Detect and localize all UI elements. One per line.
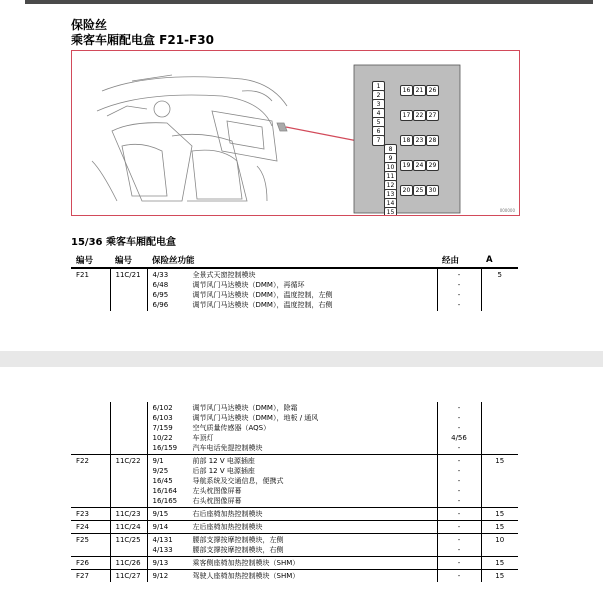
cell-function (147, 570, 437, 583)
cell-fuse-code: 11C/23 (110, 508, 147, 521)
page-subtitle: 乘客车厢配电盒 F21-F30 (71, 33, 214, 47)
col-header-code: 编号 (110, 253, 147, 268)
fuse-slot-9: 9 (384, 153, 397, 164)
function-line: 4/133 腰部支撑按摩控制模块，右侧 (152, 546, 284, 554)
fuse-slot-3: 3 (372, 99, 385, 110)
fuse-table-page1 (71, 253, 518, 311)
fuse-slot-18: 18 (400, 135, 413, 146)
function-line: 6/102 调节风门马达模块（DMM），除霜 (152, 404, 298, 412)
fuse-slot-14: 14 (384, 198, 397, 209)
cell-via: - - - - - (437, 455, 481, 508)
fuse-slot-28: 28 (426, 135, 439, 146)
cell-fuse-no (71, 402, 110, 455)
function-line: 6/95 调节风门马达模块（DMM），温度控制，左侧 (152, 291, 333, 299)
col-header-function: 保险丝功能 (147, 253, 437, 268)
cell-fuse-code: 11C/21 (110, 268, 147, 311)
col-header-no: 编号 (71, 253, 110, 268)
section-title: 15/36 乘客车厢配电盒 (71, 237, 176, 248)
table-row (71, 557, 518, 570)
fuse-slot-6: 6 (372, 126, 385, 137)
cell-via: - - - - (437, 268, 481, 311)
function-line: 16/165 右头枕图像屏幕 (152, 497, 242, 505)
fuse-slot-26: 26 (426, 85, 439, 96)
cell-via: - (437, 570, 481, 583)
fuse-slot-11: 11 (384, 171, 397, 182)
cell-fuse-no: F23 (71, 508, 110, 521)
cell-fuse-no: F24 (71, 521, 110, 534)
cell-amp: 10 (481, 534, 518, 557)
fuse-table-page2 (71, 402, 518, 582)
fuse-slot-29: 29 (426, 160, 439, 171)
cell-amp: 5 (481, 268, 518, 311)
function-line: 16/159 汽车电话免提控制模块 (152, 444, 263, 452)
fuse-slot-16: 16 (400, 85, 413, 96)
function-line: 4/131 腰部支撑按摩控制模块，左侧 (152, 536, 284, 544)
cell-amp: 15 (481, 557, 518, 570)
function-line: 10/22 车顶灯 (152, 434, 214, 442)
fuse-slot-1: 1 (372, 81, 385, 92)
cell-function (147, 534, 437, 557)
fuse-slot-27: 27 (426, 110, 439, 121)
fuse-slot-7: 7 (372, 135, 385, 146)
function-line: 7/159 空气质量传感器（AQS） (152, 424, 271, 432)
fuse-slot-2: 2 (372, 90, 385, 101)
function-line: 6/96 调节风门马达模块（DMM），温度控制，右侧 (152, 301, 333, 309)
fuse-slot-25: 25 (413, 185, 426, 196)
fuse-slot-4: 4 (372, 108, 385, 119)
function-line: 9/1 前部 12 V 电源插座 (152, 457, 255, 465)
table-row (71, 521, 518, 534)
table-row (71, 570, 518, 583)
cell-function (147, 508, 437, 521)
cell-fuse-code: 11C/22 (110, 455, 147, 508)
cell-via: - (437, 508, 481, 521)
fuse-slot-12: 12 (384, 180, 397, 191)
fuse-slot-15: 15 (384, 207, 397, 216)
fuse-slot-5: 5 (372, 117, 385, 128)
fuse-slot-21: 21 (413, 85, 426, 96)
cell-function (147, 557, 437, 570)
fuse-slot-24: 24 (413, 160, 426, 171)
fuse-slot-23: 23 (413, 135, 426, 146)
function-line: 9/25 后部 12 V 电源插座 (152, 467, 255, 475)
cell-function (147, 521, 437, 534)
cell-via: - (437, 521, 481, 534)
cell-fuse-code (110, 402, 147, 455)
fuse-slot-17: 17 (400, 110, 413, 121)
page-header-bar (25, 0, 593, 4)
page-title: 保险丝 (71, 18, 108, 32)
cell-via: - - (437, 534, 481, 557)
col-header-via: 经由 (437, 253, 481, 268)
function-line: 9/15 右后座椅加热控制模块 (152, 510, 263, 518)
table-row (71, 534, 518, 557)
fuse-slot-13: 13 (384, 189, 397, 200)
function-line: 6/103 调节风门马达模块（DMM），地板 / 通风 (152, 414, 319, 422)
fuse-slot-20: 20 (400, 185, 413, 196)
cell-fuse-code: 11C/25 (110, 534, 147, 557)
table-header-row (71, 253, 518, 268)
cell-fuse-no: F26 (71, 557, 110, 570)
function-line: 9/13 乘客侧座椅加热控制模块（SHM） (152, 559, 300, 567)
cell-fuse-code: 11C/24 (110, 521, 147, 534)
fuse-slot-22: 22 (413, 110, 426, 121)
cell-function (147, 402, 437, 455)
function-line: 16/164 左头枕图像屏幕 (152, 487, 242, 495)
cell-amp: 15 (481, 508, 518, 521)
fuse-slot-8: 8 (384, 144, 397, 155)
cell-via: - (437, 557, 481, 570)
cell-amp: 15 (481, 521, 518, 534)
cell-amp: 15 (481, 570, 518, 583)
cell-amp (481, 402, 518, 455)
table-row (71, 268, 518, 311)
function-line: 4/33 全景式天窗控制模块 (152, 271, 256, 279)
car-interior-drawing (72, 51, 519, 215)
cell-function (147, 455, 437, 508)
cell-fuse-no: F27 (71, 570, 110, 583)
table-row (71, 508, 518, 521)
figure-code: 000000 (499, 208, 515, 213)
cell-fuse-code: 11C/27 (110, 570, 147, 583)
fuse-slot-30: 30 (426, 185, 439, 196)
function-line: 16/45 导航系统及交通信息，便携式 (152, 477, 284, 485)
fusebox-illustration (71, 50, 520, 216)
cell-amp: 15 (481, 455, 518, 508)
function-line: 9/14 左后座椅加热控制模块 (152, 523, 263, 531)
cell-fuse-code: 11C/26 (110, 557, 147, 570)
cell-fuse-no: F22 (71, 455, 110, 508)
col-header-amp: A (481, 253, 518, 268)
table-row (71, 402, 518, 455)
cell-fuse-no: F25 (71, 534, 110, 557)
cell-via: - - - 4/56 - (437, 402, 481, 455)
cell-fuse-no: F21 (76, 271, 89, 279)
function-line: 6/48 调节风门马达模块（DMM），再循环 (152, 281, 305, 289)
function-line: 9/12 驾驶人座椅加热控制模块（SHM） (152, 572, 300, 580)
cell-function (147, 268, 437, 311)
fuse-slot-19: 19 (400, 160, 413, 171)
fuse-slot-10: 10 (384, 162, 397, 173)
table-row (71, 455, 518, 508)
